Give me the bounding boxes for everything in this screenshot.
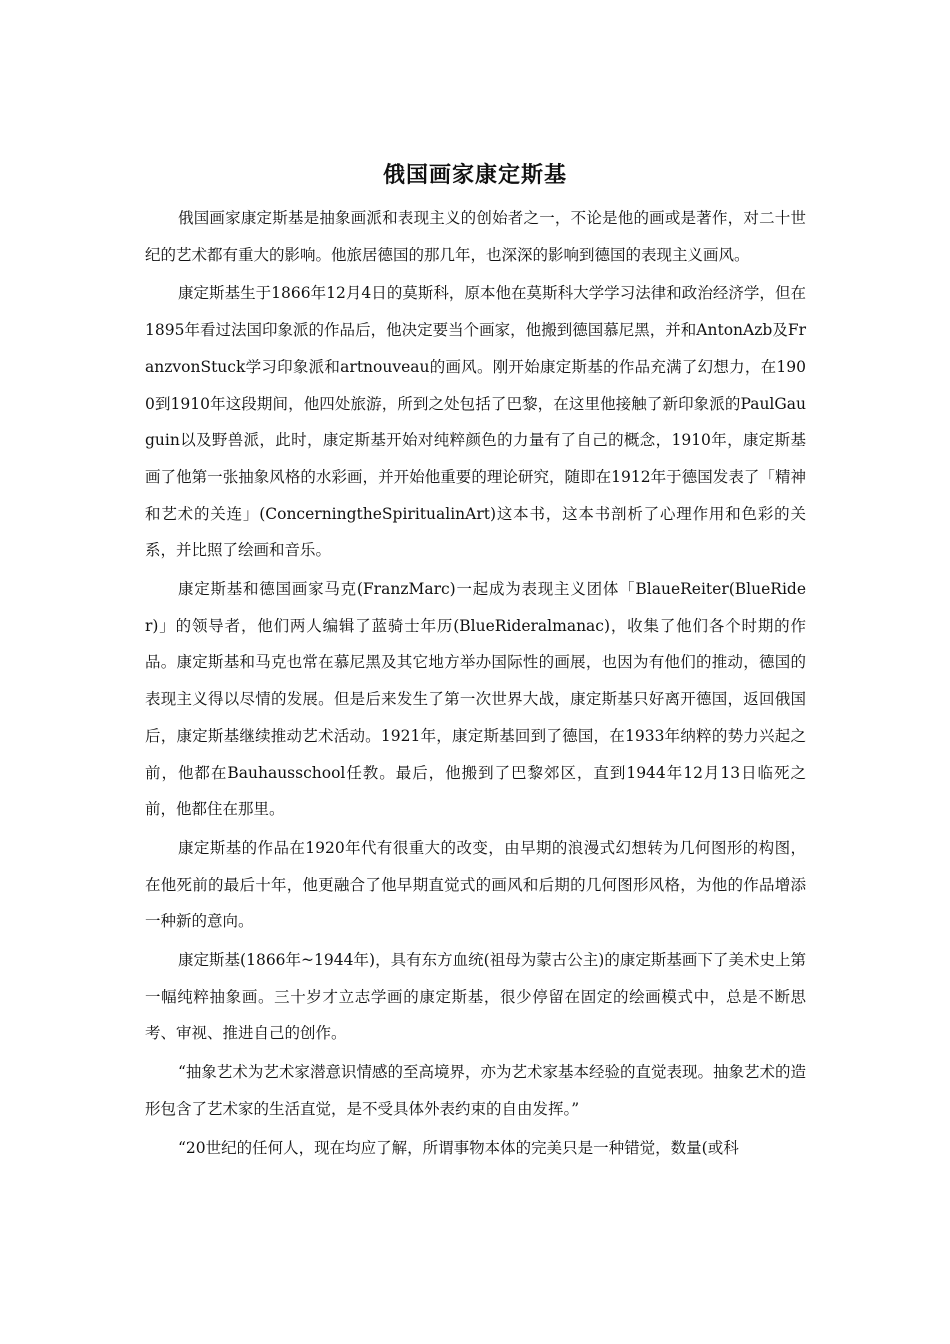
paragraph-quote-20th-century: “20世纪的任何人，现在均应了解，所谓事物本体的完美只是一种错觉，数量(或科 — [178, 1138, 739, 1157]
document-body — [145, 200, 806, 1168]
paragraph-blue-rider: 康定斯基和德国画家马克(FranzMarc)一起成为表现主义团体「BlaueReiter(BlueRider)」的领导者，他们两人编辑了蓝骑士年历(BlueRideralmanac)，收集了他们各个时期的作品。康定斯基和马克也常在慕尼黑及其它地方举办国际性的画展，也因为有他们的推动，德国的表现主义得以尽情的发展。但是后来发生了第一次世界大战，康定斯基只好离开德国，返回俄国后，康定斯基继续推动艺术活动。1921年，康定斯基回到了德国，在1933年纳粹的势力兴起之前，他都在Bauhausschool任教。最后，他搬到了巴黎郊区，直到1944年12月13日临死之前，他都住在那里。 — [145, 580, 806, 819]
paragraph-intro: 俄国画家康定斯基是抽象画派和表现主义的创始者之一，不论是他的画或是著作，对二十世纪的艺术都有重大的影响。他旅居德国的那几年，也深深的影响到德国的表现主义画风。 — [145, 209, 806, 264]
document-title: 俄国画家康定斯基 — [382, 162, 567, 188]
paragraph-quote-abstract-art: “抽象艺术为艺术家潜意识情感的至高境界，亦为艺术家基本经验的直觉表现。抽象艺术的造形包含了艺术家的生活直觉，是不受具体外表约束的自由发挥。” — [145, 1063, 806, 1118]
paragraph-first-abstract: 康定斯基(1866年~1944年)，具有东方血统(祖母为蒙古公主)的康定斯基画下了美术史上第一幅纯粹抽象画。三十岁才立志学画的康定斯基，很少停留在固定的绘画模式中，总是不断思考、审视、推进自己的创作。 — [145, 951, 806, 1043]
paragraph-style-change: 康定斯基的作品在1920年代有很重大的改变，由早期的浪漫式幻想转为几何图形的构图，在他死前的最后十年，他更融合了他早期直觉式的画风和后期的几何图形风格，为他的作品增添一种新的意向。 — [145, 838, 806, 931]
paragraph-biography: 康定斯基生于1866年12月4日的莫斯科，原本他在莫斯科大学学习法律和政治经济学，但在1895年看过法国印象派的作品后，他决定要当个画家，他搬到德国慕尼黑，并和AntonAzb及FranzvonStuck学习印象派和artnouveau的画风。刚开始康定斯基的作品充满了幻想力，在1900到1910年这段期间，他四处旅游，所到之处包括了巴黎，在这里他接触了新印象派的PaulGauguin以及野兽派，此时，康定斯基开始对纯粹颜色的力量有了自己的概念，1910年，康定斯基画了他第一张抽象风格的水彩画，并开始他重要的理论研究，随即在1912年于德国发表了「精神和艺术的关连」(ConcerningtheSpiritualinArt)这本书，这本书剖析了心理作用和色彩的关系，并比照了绘画和音乐。 — [145, 284, 806, 560]
